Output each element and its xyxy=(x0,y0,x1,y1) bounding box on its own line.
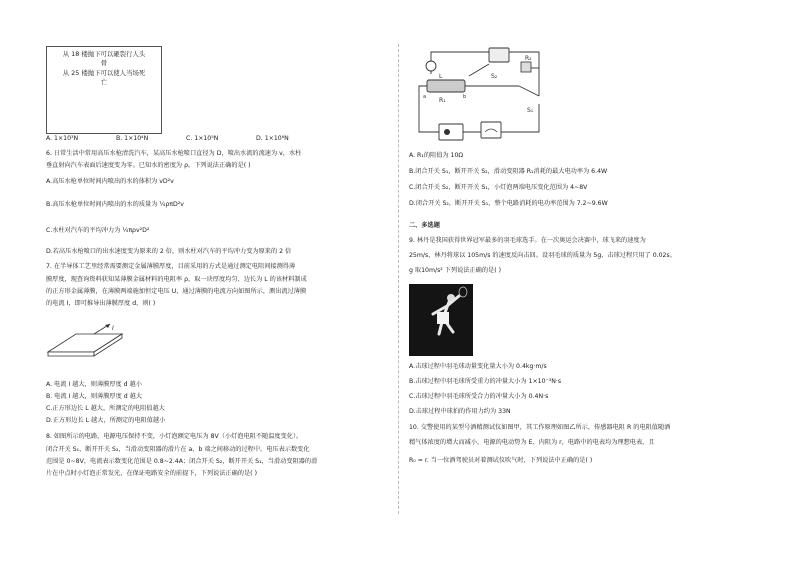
label-s2: S₂ xyxy=(491,73,498,80)
q9-option-c: C.击球过程中羽毛球所受合力的冲量大小为 0.4N·s xyxy=(409,393,549,400)
voltmeter-top-icon xyxy=(489,48,509,62)
wire-s2 xyxy=(469,64,489,76)
q7-option-c: C.正方形边长 L 越大，所测定的电阻值越大 xyxy=(46,405,165,412)
table-line-3: 从 25 楼抛下可以使人当场死 xyxy=(62,69,146,77)
q5-option-d: D. 1×10⁶N xyxy=(256,135,289,142)
label-r2: R₂ xyxy=(525,55,532,62)
circuit-diagram xyxy=(409,44,549,148)
label-s1: S₁ xyxy=(527,107,534,114)
label-l: L xyxy=(439,73,443,80)
q8-stem-1: 8. 如图所示的电路，电源电压保持不变，小灯泡额定电压为 8V（小灯泡电阻不随温度变化）。 xyxy=(46,433,303,440)
q7-option-a: A. 电流 I 越大，则薄膜厚度 d 越小 xyxy=(46,381,142,388)
film-front-face xyxy=(48,352,94,356)
column-divider xyxy=(398,44,399,514)
q8-option-b: B.闭合开关 S₁，断开开关 S₂，滑动变阻器 R₁消耗的最大电功率为 6.4W xyxy=(409,168,608,175)
q6-option-b: B.高压水枪单位时间内喷出的水的质量为 ¼ρπD²v xyxy=(46,201,184,208)
q10-stem-3: R₀ = r. 当一位酒驾驶员对着测试仪吹气时，下列说法中正确的是( ) xyxy=(409,457,593,464)
q5-option-a: A. 1×10³N xyxy=(46,135,79,142)
table-line-1: 从 18 楼抛下可以砸裂行人头 xyxy=(62,50,146,58)
voltmeter-icon xyxy=(439,124,463,140)
q9-option-d: D.击球过程中球拍的作用力约为 33N xyxy=(409,408,511,415)
q8-stem-2: 闭合开关 S₁，断开开关 S₂，当滑动变阻器的滑片在 a、b 端之间移动的过程中，电压表示数变化 xyxy=(46,446,310,453)
meter-dial-1 xyxy=(444,129,450,135)
current-label: I xyxy=(112,325,114,332)
q8-stem-4: 片在中点时小灯泡正常发光，在保证电路安全的前提下，下列说法正确的是( ) xyxy=(46,470,257,477)
q5-option-b: B. 1×10⁴N xyxy=(116,135,149,142)
q6-option-d: D.若高压水枪喷口的出水速度变为原来的 2 倍，则水柱对汽车的平均冲力变为原来的 2 倍 xyxy=(46,248,292,255)
label-r1: R₁ xyxy=(439,97,446,104)
badminton-photo xyxy=(409,284,473,356)
q9-option-b: B.击球过程中羽毛球所受重力的冲量大小为 1×10⁻³N·s xyxy=(409,378,562,385)
q7-stem-1: 7. 在半导体工艺里经常需要测定金属薄膜厚度，目前采用的方式是通过测定电阻间接测得薄 xyxy=(46,263,296,270)
q6-stem-1: 6. 日常生活中常用高压水枪清洗汽车，某高压水枪喷口直径为 D，喷出水流的流速为 v，水柱 xyxy=(46,150,302,157)
player-shirt xyxy=(437,312,449,324)
q8-stem-3: 范围是 0~8V，电流表示数变化范围是 0.8~2.4A；闭合开关 S₂，断开开关 S₁，当滑动变阻器的滑 xyxy=(46,458,318,465)
q7-option-b: B. 电流 I 越大，则薄膜厚度 d 越大 xyxy=(46,393,143,400)
q5-option-c: C. 1×10⁵N xyxy=(186,135,219,142)
label-b: b xyxy=(463,94,467,100)
q8-option-c: C.闭合开关 S₂，断开开关 S₁，小灯泡两端电压变化范围为 4~8V xyxy=(409,184,588,191)
q7-stem-3: 的正方形金属薄膜，在薄膜两端施加恒定电压 U，通过薄膜的电流方向如图所示，测出流过薄膜 xyxy=(46,288,307,295)
ammeter-icon xyxy=(481,122,501,138)
q10-stem-2: 精气体浓度的增大而减小，电源的电动势为 E、内阻为 r，电路中的电表均为理想电表，且 xyxy=(409,439,655,446)
q6-stem-2: 垂直射向汽车表面后速度变为零。已知水的密度为 ρ。下列说法正确的是( ) xyxy=(46,162,251,169)
badminton-player-figure xyxy=(409,284,473,356)
wire-bottom-right xyxy=(501,104,539,132)
table-line-4: 亡 xyxy=(100,78,108,86)
table-line-2: 骨 xyxy=(100,59,108,67)
current-arrowhead xyxy=(105,324,110,328)
q9-option-a: A.击球过程中羽毛球动量变化量大小为 0.4kg·m/s xyxy=(409,363,547,370)
q6-option-a: A.高压水枪单位时间内喷出的水的体积为 vD²v xyxy=(46,178,174,185)
resistor-r2-icon xyxy=(521,62,531,72)
info-table xyxy=(46,46,162,134)
q6-option-c: C.水柱对汽车的平均冲力为 ¼πρv²D² xyxy=(46,227,150,234)
q10-stem-1: 10. 交警使用的某型号酒精测试仪如图甲，其工作原理如图乙所示，传感器电阻 R 的电阻值随酒 xyxy=(409,424,671,431)
q8-option-a: A. R₁的阻值为 10Ω xyxy=(409,152,464,159)
wire-s1 xyxy=(519,86,539,96)
rheostat-r1-icon xyxy=(427,80,465,92)
thin-film-figure xyxy=(46,322,126,368)
lamp-icon xyxy=(426,61,436,71)
q9-stem-1: 9. 林丹是我国获得世界冠军最多的羽毛球选手。在一次奥运会决赛中，球飞来的速度为 xyxy=(409,237,646,244)
racket-icon xyxy=(459,287,467,297)
section-heading-multi-choice: 二、多选题 xyxy=(409,222,440,229)
q9-stem-2: 25m/s，林丹将球以 105m/s 的速度反向击回。设羽毛球的质量为 5g，击球过程只用了 0.02s。 xyxy=(409,252,676,259)
q7-stem-2: 膜厚度，现查询资料获知某薄膜金属材料的电阻率 ρ，取一块厚度均匀、边长为 L 的该材料制成 xyxy=(46,276,307,283)
q7-option-d: D.正方形边长 L 越大，所测定的电阻值越小 xyxy=(46,417,166,424)
q9-stem-3: g 取10m/s² 下列说法正确的是( ) xyxy=(409,267,502,274)
wire-left xyxy=(419,86,439,132)
q7-stem-4: 的电流 I，即可推导出薄膜厚度 d，则( ) xyxy=(46,300,156,307)
q8-option-d: D.闭合开关 S₂，断开开关 S₁，整个电路消耗的电功率范围为 7.2~9.6W xyxy=(409,200,608,207)
label-a: a xyxy=(423,94,427,100)
